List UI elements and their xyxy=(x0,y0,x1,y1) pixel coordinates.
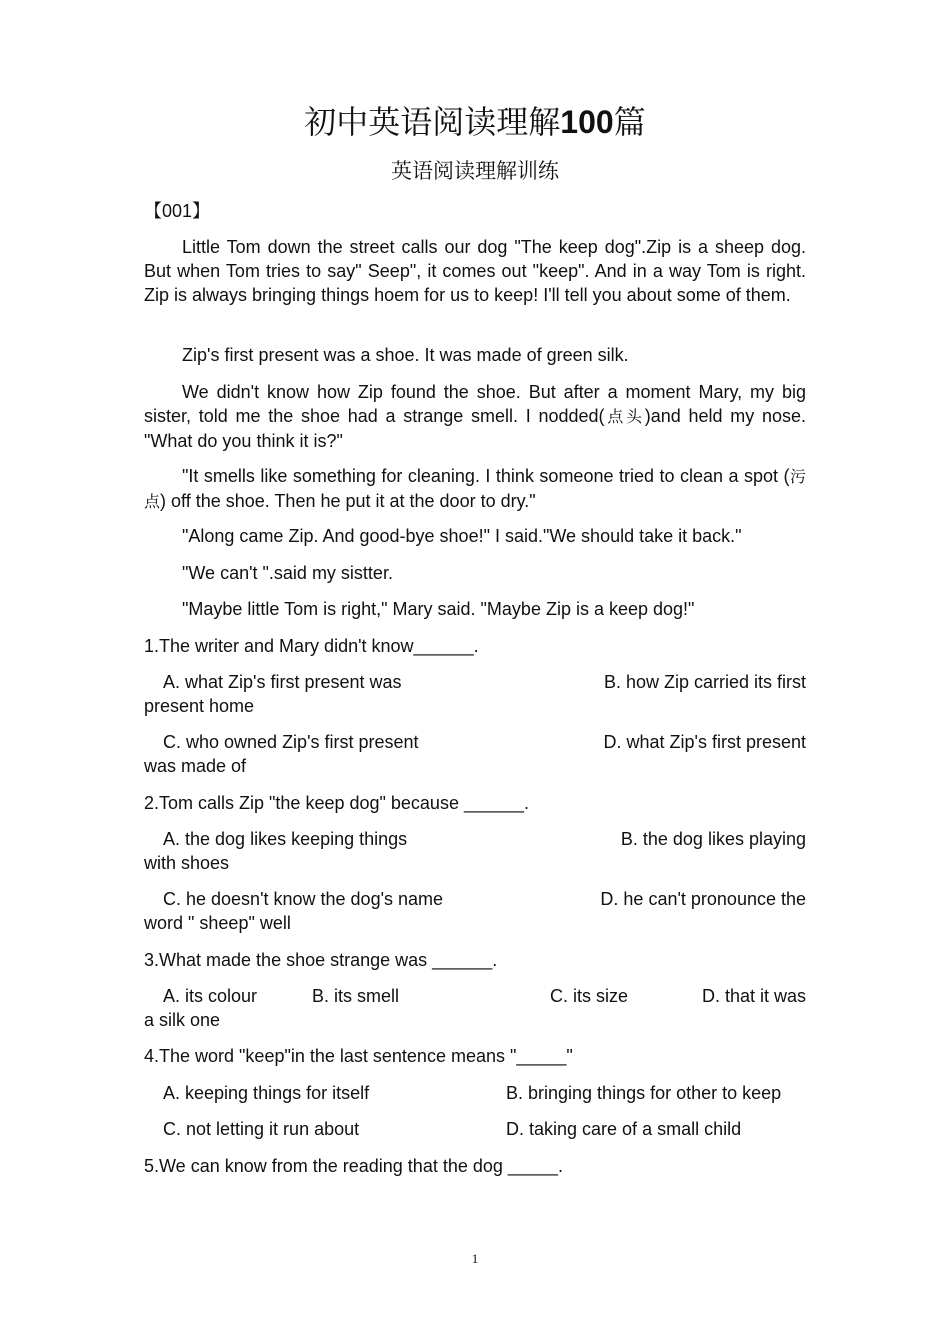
passage-label: 【001】 xyxy=(144,201,211,221)
question-3-option-a: A. its colour xyxy=(163,986,258,1006)
question-4-option-d: D. taking care of a small child xyxy=(506,1119,742,1139)
title-text: 初中英语阅读理解 xyxy=(304,104,561,140)
question-1-option-d: D. what Zip's first present xyxy=(603,732,806,752)
question-1-option-b: B. how Zip carried its first xyxy=(603,672,806,692)
question-1-options-ab xyxy=(144,670,806,718)
question-3-stem: 3.What made the shoe strange was ______. xyxy=(144,950,498,970)
question-3-option-b: B. its smell xyxy=(312,986,400,1006)
question-1-option-b-cont: present home xyxy=(144,696,255,716)
question-3-option-d: D. that it was xyxy=(701,986,806,1006)
document-subtitle: 英语阅读理解训练 xyxy=(391,159,559,183)
question-1-option-a: A. what Zip's first present was xyxy=(163,672,402,692)
question-4-option-b: B. bringing things for other to keep xyxy=(506,1083,782,1103)
document-title xyxy=(0,100,950,144)
passage-paragraph-2: Zip's first present was a shoe. It was made of green silk. xyxy=(182,345,629,365)
passage-paragraph-1: Little Tom down the street calls our dog "The keep dog".Zip is a sheep dog. But when Tom tries to say" Seep", it comes out "keep". And in a way Tom is right. Zip is always bringing things hoem for us to keep! I'll tell you about some of them. xyxy=(144,237,806,305)
question-5-stem: 5.We can know from the reading that the dog _____. xyxy=(144,1156,563,1176)
passage-paragraph-3 xyxy=(144,380,806,453)
paragraph-4-text-b: ) off the shoe. Then he put it at the door to dry." xyxy=(160,491,536,511)
question-4-stem: 4.The word "keep"in the last sentence means "_____" xyxy=(144,1046,573,1066)
page-number: 1 xyxy=(471,1251,479,1266)
passage-paragraph-4 xyxy=(144,464,806,514)
question-1-stem: 1.The writer and Mary didn't know______. xyxy=(144,636,479,656)
question-4-options-ab xyxy=(144,1081,806,1105)
question-2-option-b-cont: with shoes xyxy=(144,853,230,873)
question-3-options xyxy=(144,984,806,1032)
question-2-option-d-cont: word " sheep" well xyxy=(144,913,291,933)
paragraph-4-text-a: "It smells like something for cleaning. I think someone tried to clean a spot ( xyxy=(182,466,790,486)
paragraph-3-text-b: )and held my nose. "What do you think it is?" xyxy=(144,406,806,451)
passage-paragraph-7: "Maybe little Tom is right," Mary said. "Maybe Zip is a keep dog!" xyxy=(182,599,695,619)
title-tail: 篇 xyxy=(613,104,646,140)
question-2-stem: 2.Tom calls Zip "the keep dog" because ______. xyxy=(144,793,530,813)
question-1-option-c: C. who owned Zip's first present xyxy=(163,732,419,752)
question-2-option-b: B. the dog likes playing xyxy=(620,829,806,849)
question-1-option-d-cont: was made of xyxy=(144,756,247,776)
passage-paragraph-5: "Along came Zip. And good-bye shoe!" I said."We should take it back." xyxy=(182,526,742,546)
question-4-option-a: A. keeping things for itself xyxy=(163,1083,370,1103)
question-3-option-d-cont: a silk one xyxy=(144,1010,221,1030)
question-2-option-c: C. he doesn't know the dog's name xyxy=(163,889,444,909)
question-4-options-cd xyxy=(144,1117,806,1141)
gloss-nodded: 点头 xyxy=(604,407,645,426)
question-2-options-cd xyxy=(144,887,806,935)
title-number: 100 xyxy=(560,104,614,140)
question-1-options-cd xyxy=(144,730,806,778)
question-2-option-d: D. he can't pronounce the xyxy=(600,889,806,909)
question-2-option-a: A. the dog likes keeping things xyxy=(163,829,408,849)
question-4-option-c: C. not letting it run about xyxy=(163,1119,360,1139)
passage-paragraph-6: "We can't ".said my sistter. xyxy=(182,563,393,583)
question-2-options-ab xyxy=(144,827,806,875)
paragraph-3-text-a: We didn't know how Zip found the shoe. But after a moment Mary, my big sister, told me the shoe had a strange smell. I nodded( xyxy=(144,382,806,426)
gloss-spot: 污点 xyxy=(144,467,806,511)
question-3-option-c: C. its size xyxy=(550,986,629,1006)
